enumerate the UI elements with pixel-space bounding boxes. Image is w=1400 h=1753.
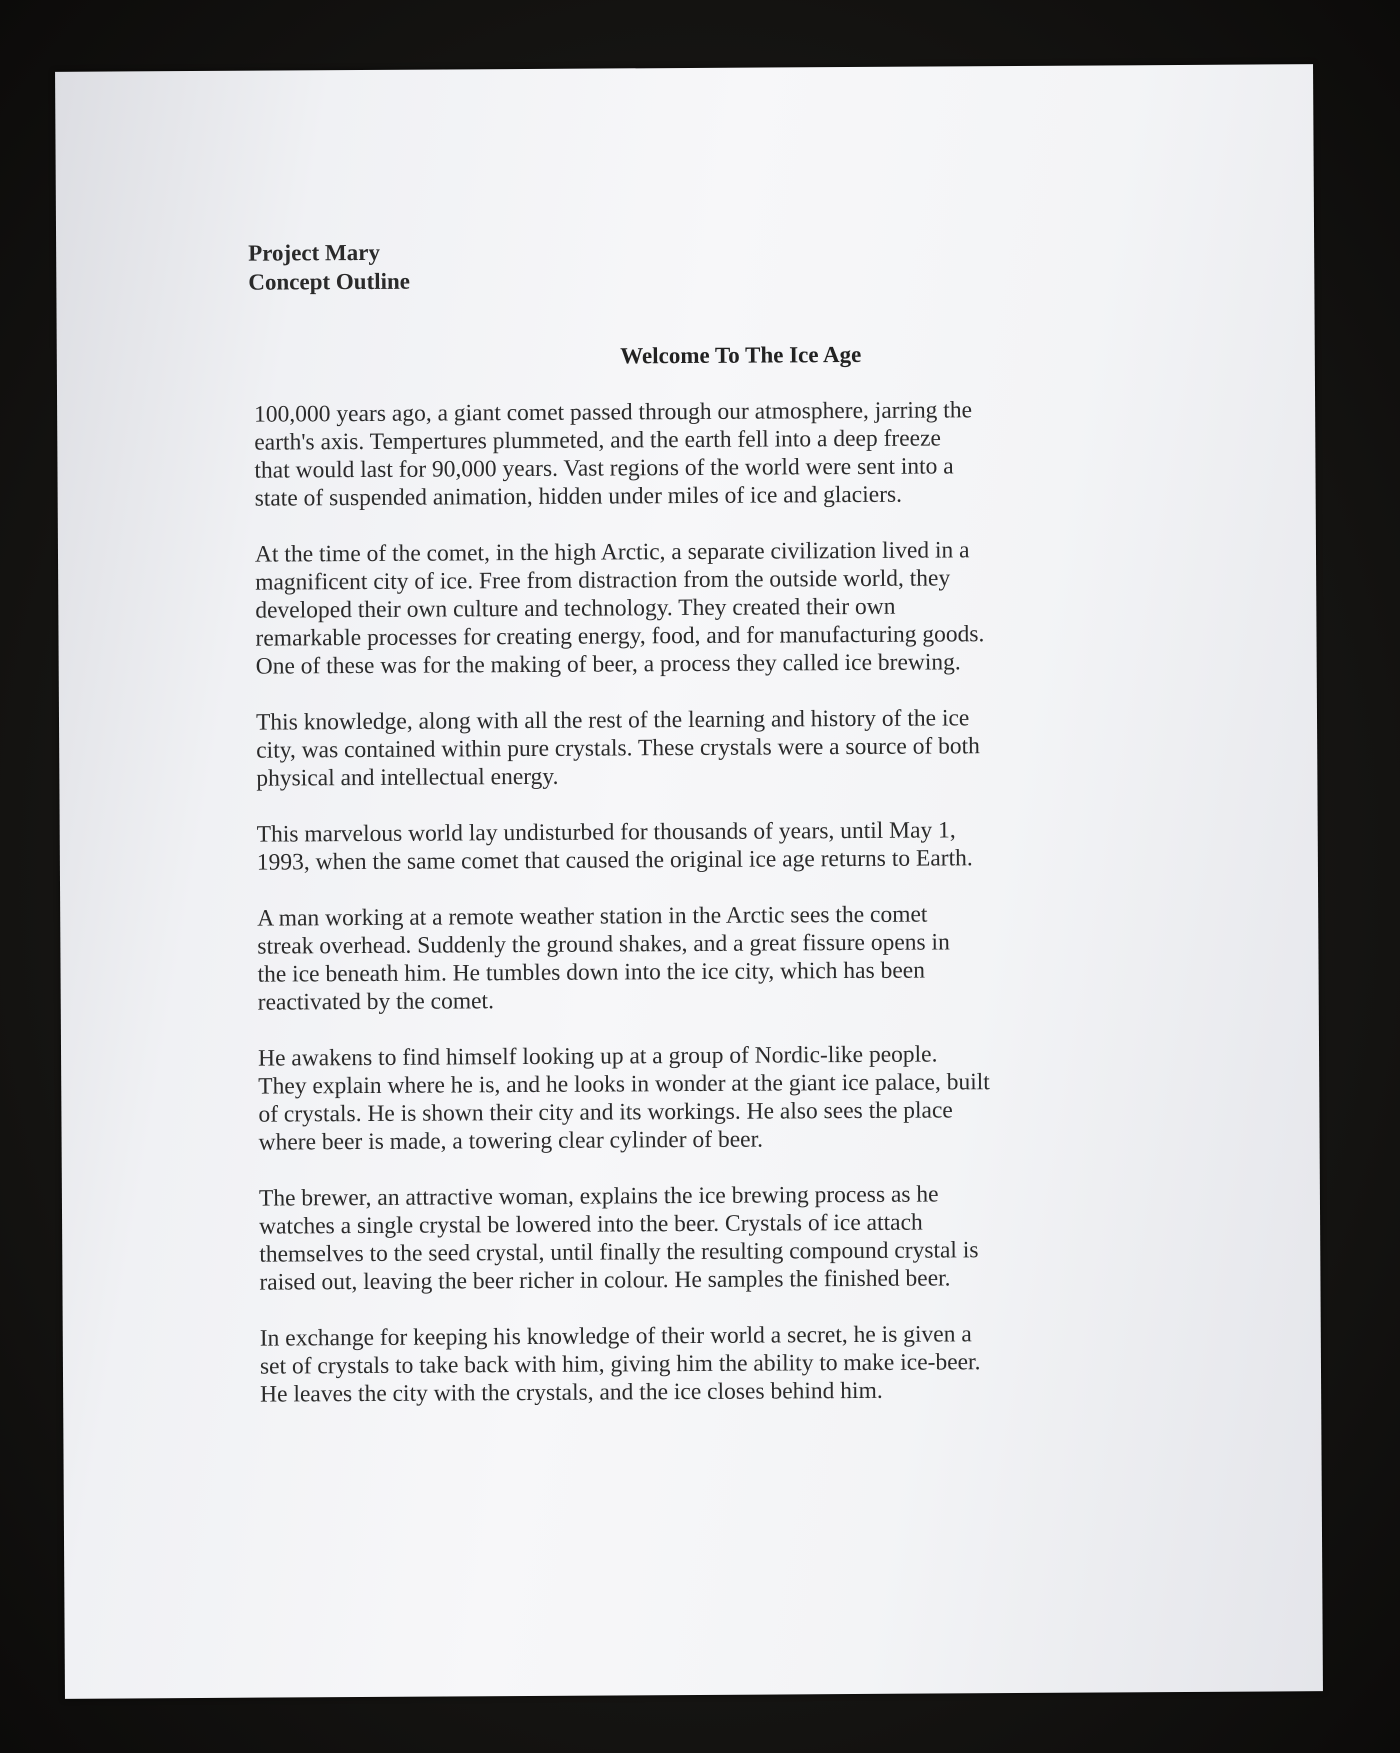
paper-sheet [55, 64, 1323, 1699]
paragraph-awakening: He awakens to find himself looking up at a group of Nordic-like people. They explain where he is, and he looks in wonder at the giant ice palace, built of crystals. He is shown their city and its workings. He also sees the place where beer is made, a towering clear cylinder of beer. [257, 1041, 990, 1156]
paragraph-weather-station: A man working at a remote weather station in the Arctic sees the comet streak overhead. Suddenly the ground shakes, and a great fissure opens in the ice beneath him. He tumbles down into the ice city, which has been reactivated by the comet. [257, 901, 950, 1016]
document-title: Welcome To The Ice Age [620, 341, 862, 369]
paragraph-arctic-civilization: At the time of the comet, in the high Arctic, a separate civilization lived in a magnificent city of ice. Free from distraction from the outside world, they developed their own culture and technology. They created their own remarkable processes for creating energy, food, and for manufacturing goods. One of these was for the making of beer, a process they called ice brewing. [254, 537, 985, 680]
header-subtitle: Concept Outline [248, 268, 411, 295]
document-body [254, 395, 1140, 1436]
paragraph-exchange: In exchange for keeping his knowledge of their world a secret, he is given a set of crystals to take back with him, giving him the ability to make ice-beer. He leaves the city with the crystals, and the ice closes behind him. [259, 1321, 981, 1408]
header-project-name: Project Mary [248, 239, 380, 266]
paragraph-comet-returns: This marvelous world lay undisturbed for thousands of years, until May 1, 1993, when the same comet that caused the original ice age returns to Earth. [256, 817, 973, 876]
document-header [248, 238, 410, 297]
paragraph-comet: 100,000 years ago, a giant comet passed through our atmosphere, jarring the earth's axis. Tempertures plummeted, and the earth fell into a deep freeze that would last for 90,000 years. Vast regions of the world were sent into a state of suspended animation, hidden under miles of ice and glaciers. [254, 397, 973, 512]
paragraph-crystals: This knowledge, along with all the rest of the learning and history of the ice city, was contained within pure crystals. These crystals were a source of both physical and intellectual energy. [255, 705, 980, 792]
document-title-row [57, 339, 1315, 373]
paragraph-brewer: The brewer, an attractive woman, explains the ice brewing process as he watches a single crystal be lowered into the beer. Crystals of ice attach themselves to the seed crystal, until finally the resulting compound crystal is raised out, leaving the beer richer in colour. He samples the finished beer. [258, 1181, 979, 1296]
